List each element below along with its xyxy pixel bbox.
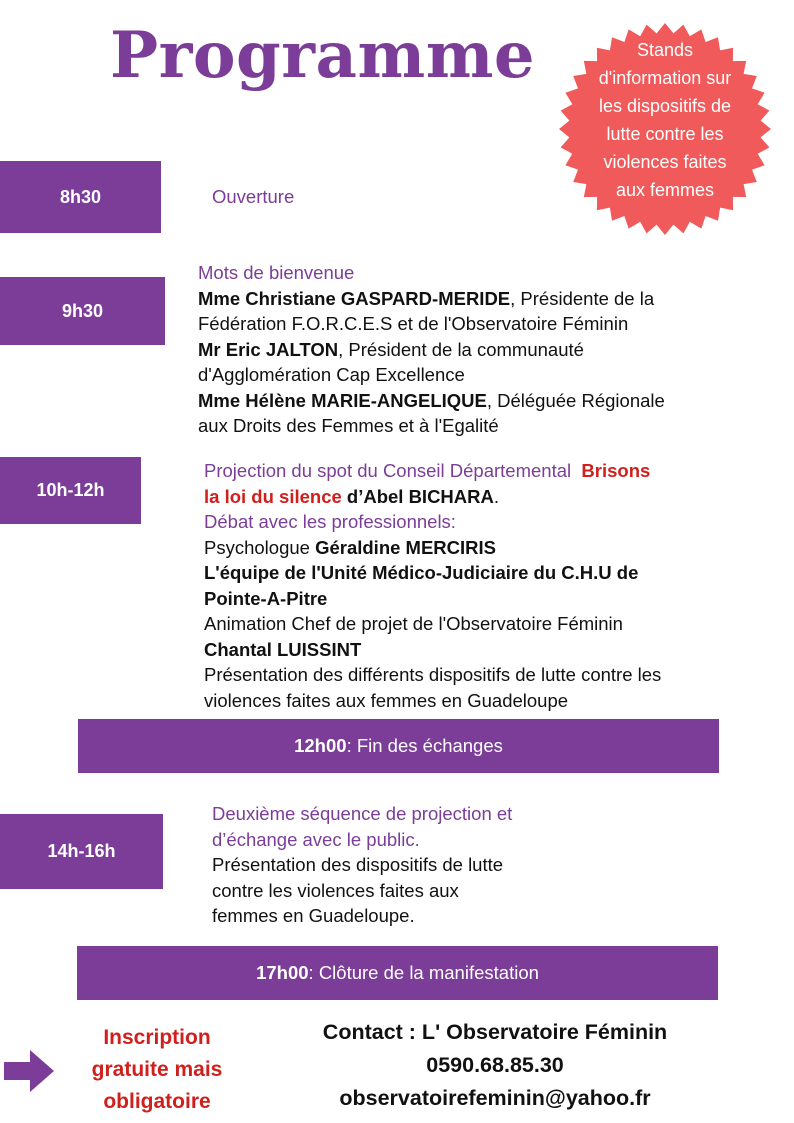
presentation-text: contre les violences faites aux [212,879,459,901]
punctuation: . [493,485,500,507]
page-title: Programme [110,18,536,93]
time-8h30: 8h30 [0,161,161,233]
team-name: Pointe-A-Pitre [204,587,328,609]
speaker-role: , Président de la communauté [338,338,584,360]
speaker-role: , Présidente de la [510,287,655,309]
session-opening: Ouverture [212,186,295,207]
film-author: d’Abel BICHARA [341,485,494,507]
time-17h00: 17h00 [256,962,309,983]
time-12h00: 12h00 [294,735,347,756]
sequence-title: Deuxième séquence de projection et [212,803,513,824]
end-of-exchanges-bar [78,719,719,773]
speaker-name: Chantal LUISSINT [204,638,362,660]
registration-notice [72,1022,242,1118]
team-name: L'équipe de l'Unité Médico-Judiciaire du C.H.U de [204,562,639,583]
speaker-role: Psychologue [204,536,316,558]
presentation-text: femmes en Guadeloupe. [212,905,415,926]
presentation-text: violences faites aux femmes en Guadeloupe [204,689,569,711]
info-stands-badge [558,22,772,236]
speaker-role: d'Agglomération Cap Excellence [198,364,465,385]
speaker-name: Mme Christiane GASPARD-MERIDE [198,287,511,309]
film-title: Brisons [581,460,651,481]
session-second-sequence [212,801,612,929]
contact-phone: 0590.68.85.30 [426,1053,564,1077]
badge-line: les dispositifs de [598,96,732,116]
badge-line: violences faites [603,152,727,172]
arrow-right-icon [4,1048,56,1094]
time-9h30: 9h30 [0,277,165,345]
time-14h-16h: 14h-16h [0,814,163,889]
speaker-role: aux Droits des Femmes et à l'Egalité [198,415,499,436]
time-10h-12h: 10h-12h [0,457,141,524]
contact-block [290,1016,700,1115]
registration-line: obligatoire [103,1090,211,1113]
bar-text: : Clôture de la manifestation [308,962,539,983]
presentation-text: Présentation des dispositifs de lutte [212,854,504,875]
badge-line: d'information sur [598,68,732,88]
contact-title: Contact : L' Observatoire Féminin [322,1020,668,1044]
badge-line: Stands [636,40,694,60]
debate-title: Débat avec les professionnels: [204,511,456,532]
speaker-name: Géraldine MERCIRIS [315,536,497,558]
speaker-role: , Déléguée Régionale [486,389,665,411]
registration-line: Inscription [103,1026,211,1049]
sequence-title: d’échange avec le public. [212,828,420,850]
bar-text: : Fin des échanges [346,735,503,756]
contact-email[interactable]: observatoirefeminin@yahoo.fr [339,1086,651,1110]
projection-text: Projection du spot du Conseil Départemental [204,460,572,481]
speaker-role: Fédération F.O.R.C.E.S et de l'Observatoire Féminin [198,313,629,334]
welcome-intro: Mots de bienvenue [198,262,355,283]
speaker-name: Mr Eric JALTON [198,338,339,360]
speaker-role: Animation Chef de projet de l'Observatoire Féminin [204,613,623,634]
film-title: la loi du silence [204,485,342,507]
presentation-text: Présentation des différents dispositifs de lutte contre les [204,664,662,685]
closing-bar [77,946,718,1000]
speaker-name: Mme Hélène MARIE-ANGELIQUE [198,389,487,411]
registration-line: gratuite mais [91,1058,223,1081]
badge-line: lutte contre les [606,124,724,144]
session-projection [204,458,784,713]
session-welcome [198,260,778,439]
badge-line: aux femmes [615,180,715,200]
